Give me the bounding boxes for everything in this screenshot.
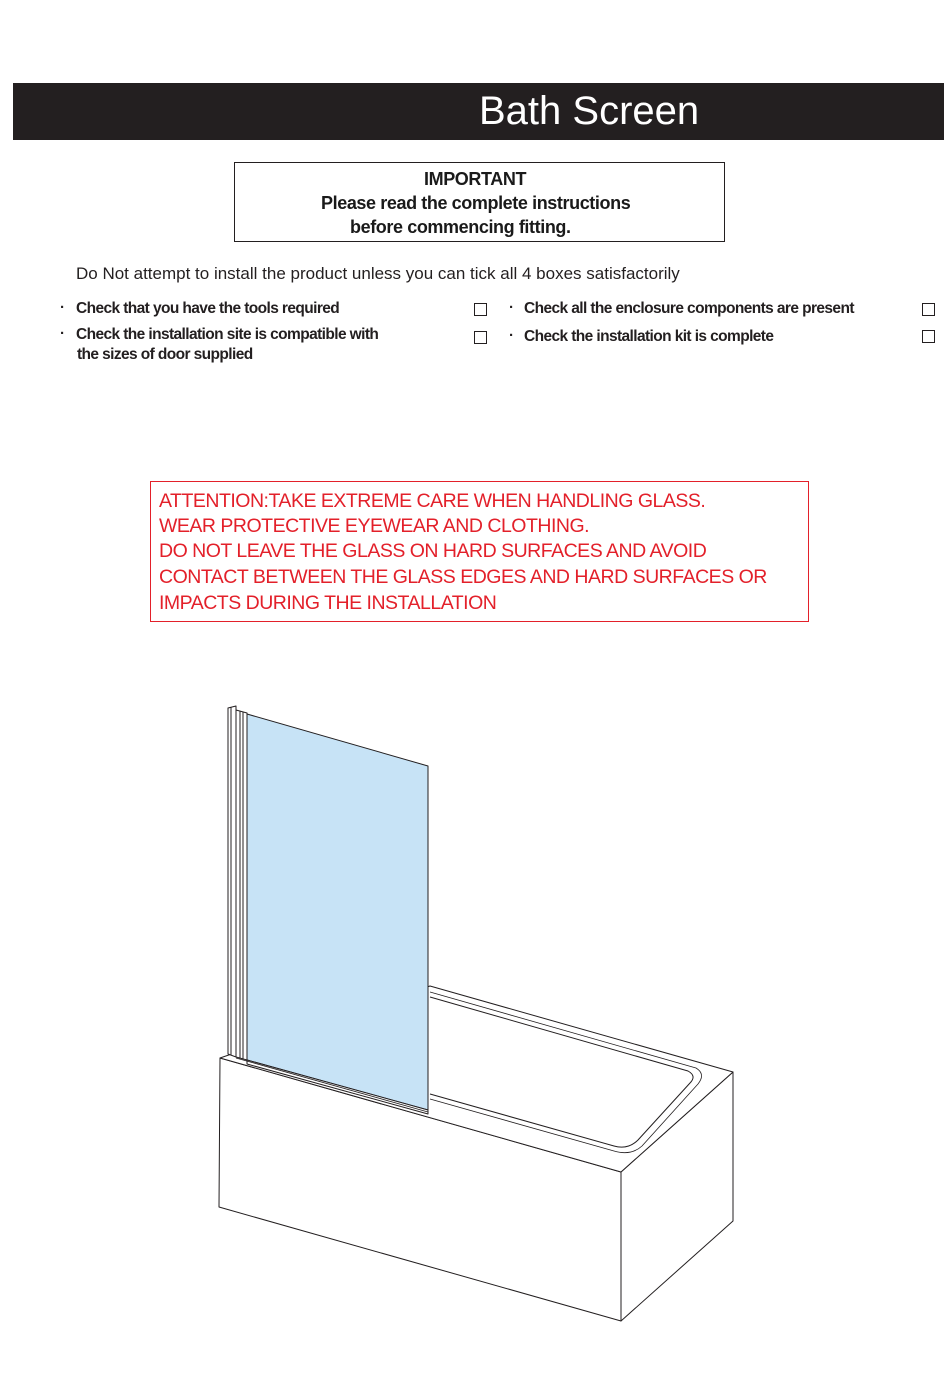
warning-line-1: ATTENTION:TAKE EXTREME CARE WHEN HANDLING GLASS. <box>159 490 706 512</box>
hinge-rail <box>236 710 247 1060</box>
checklist-item-site-line2: the sizes of door supplied <box>77 346 253 363</box>
checklist-item-kit: Check the installation kit is complete <box>524 328 774 345</box>
checklist-item-tools: Check that you have the tools required <box>76 300 340 317</box>
bullet: · <box>60 325 65 342</box>
important-line-1: Please read the complete instructions <box>321 193 631 213</box>
important-heading: IMPORTANT <box>424 169 527 189</box>
important-line-2: before commencing fitting. <box>350 217 571 237</box>
warning-line-5: IMPACTS DURING THE INSTALLATION <box>159 592 497 614</box>
warning-line-3: DO NOT LEAVE THE GLASS ON HARD SURFACES AND AVOID <box>159 540 707 562</box>
bullet: · <box>509 327 514 344</box>
warning-line-2: WEAR PROTECTIVE EYEWEAR AND CLOTHING. <box>159 515 590 537</box>
notice-text: Do Not attempt to install the product unless you can tick all 4 boxes satisfactorily <box>76 264 680 283</box>
bullet: · <box>60 299 65 316</box>
page-title: Bath Screen <box>479 89 700 133</box>
wall-profile <box>228 706 236 1057</box>
checklist-item-site: Check the installation site is compatible with <box>76 326 379 343</box>
checklist-item-components: Check all the enclosure components are present <box>524 300 854 317</box>
warning-line-4: CONTACT BETWEEN THE GLASS EDGES AND HARD SURFACES OR <box>159 566 767 588</box>
glass-panel <box>247 714 428 1110</box>
bullet: · <box>509 299 514 316</box>
